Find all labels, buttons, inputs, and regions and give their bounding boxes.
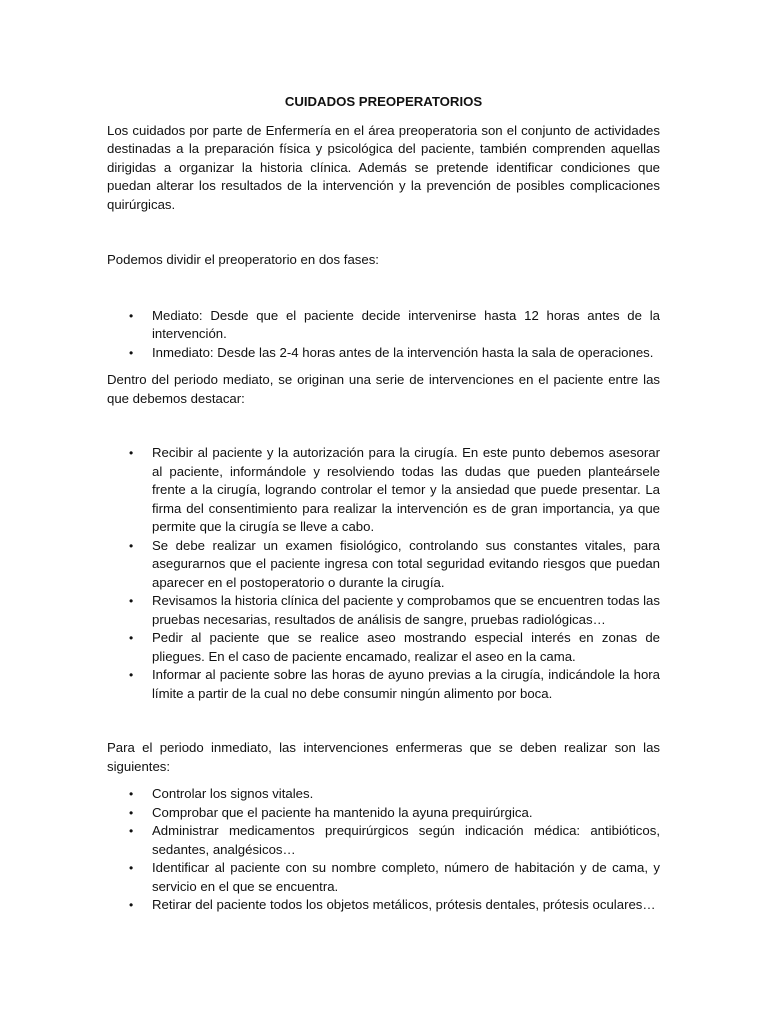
list-item-text: Informar al paciente sobre las horas de ayuno previas a la cirugía, indicándole la hora límite a partir de la cual no debe consumir ningún alimento por boca.	[152, 667, 660, 701]
list-item	[107, 444, 660, 537]
list-item-text: Se debe realizar un examen fisiológico, controlando sus constantes vitales, para asegurarnos que el paciente ingresa con total seguridad evitando riesgos que puedan aparecer en el postoperatorio o durante la cirugía.	[152, 537, 660, 590]
list-item-text: Pedir al paciente que se realice aseo mostrando especial interés en zonas de pliegues. En el caso de paciente encamado, realizar el aseo en la cama.	[152, 630, 660, 664]
list-item-text: Inmediato: Desde las 2-4 horas antes de la intervención hasta la sala de operaciones.	[152, 344, 654, 360]
fases-heading: Podemos dividir el preoperatorio en dos fases:	[107, 252, 379, 267]
list-item-text: Controlar los signos vitales.	[152, 786, 314, 801]
bullet-icon: •	[129, 345, 134, 360]
list-item	[107, 859, 660, 896]
bullet-icon: •	[129, 805, 134, 820]
list-item-text: Identificar al paciente con su nombre completo, número de habitación y de cama, y servicio en el que se encuentra.	[152, 860, 660, 894]
list-item	[107, 629, 660, 666]
list-item-text: Comprobar que el paciente ha mantenido la ayuna prequirúrgica.	[152, 804, 533, 820]
bullet-icon: •	[129, 308, 134, 323]
bullet-icon: •	[129, 787, 134, 801]
document-title: CUIDADOS PREOPERATORIOS	[284, 94, 483, 109]
list-item-text: Mediato: Desde que el paciente decide intervenirse hasta 12 horas antes de la intervención.	[152, 307, 660, 341]
list-item	[107, 537, 660, 593]
mediato-heading: Dentro del periodo mediato, se originan una serie de intervenciones en el paciente entre las que debemos destacar:	[107, 372, 660, 406]
bullet-icon: •	[129, 898, 134, 912]
inmediato-heading: Para el periodo inmediato, las intervenciones enfermeras que se deben realizar son las siguientes:	[107, 740, 660, 774]
document-page	[107, 93, 660, 915]
bullet-icon: •	[129, 538, 134, 553]
list-item	[107, 822, 660, 859]
bullet-icon: •	[129, 446, 134, 460]
list-item-text: Retirar del paciente todos los objetos metálicos, prótesis dentales, prótesis oculares…	[152, 897, 656, 912]
list-item-text: Revisamos la historia clínica del paciente y comprobamos que se encuentren todas las pruebas necesarias, resultados de análisis de sangre, pruebas radiológicas…	[152, 593, 660, 627]
list-item	[107, 592, 660, 629]
bullet-icon: •	[129, 861, 134, 875]
list-item	[107, 896, 660, 915]
mediato-list	[107, 444, 660, 703]
list-item-text: Recibir al paciente y la autorización para la cirugía. En este punto debemos asesorar al paciente, informándole y resolviendo todas las dudas que pueden planteársele frente a la cirugía, logrando controlar el temor y la ansiedad que puede presentar. La firma del consentimiento para realizar la intervención es de gran importancia, ya que permite que la cirugía se lleve a cabo.	[152, 445, 660, 534]
list-item	[107, 344, 660, 363]
list-item-text: Administrar medicamentos prequirúrgicos según indicación médica: antibióticos, sedantes, analgésicos…	[152, 823, 660, 857]
list-item	[107, 804, 660, 823]
bullet-icon: •	[129, 594, 134, 608]
bullet-icon: •	[129, 668, 134, 682]
bullet-icon: •	[129, 824, 134, 838]
list-item	[107, 666, 660, 703]
fases-list	[107, 307, 660, 363]
intro-paragraph: Los cuidados por parte de Enfermería en el área preoperatoria son el conjunto de actividades destinadas a la preparación física y psicológica del paciente, también comprenden aquellas dirigidas a organizar la historia clínica. Además se pretende identificar condiciones que puedan alterar los resultados de la intervención y la prevención de posibles complicaciones quirúrgicas.	[107, 122, 660, 212]
list-item	[107, 307, 660, 344]
bullet-icon: •	[129, 631, 134, 645]
list-item	[107, 785, 660, 804]
inmediato-list	[107, 785, 660, 915]
